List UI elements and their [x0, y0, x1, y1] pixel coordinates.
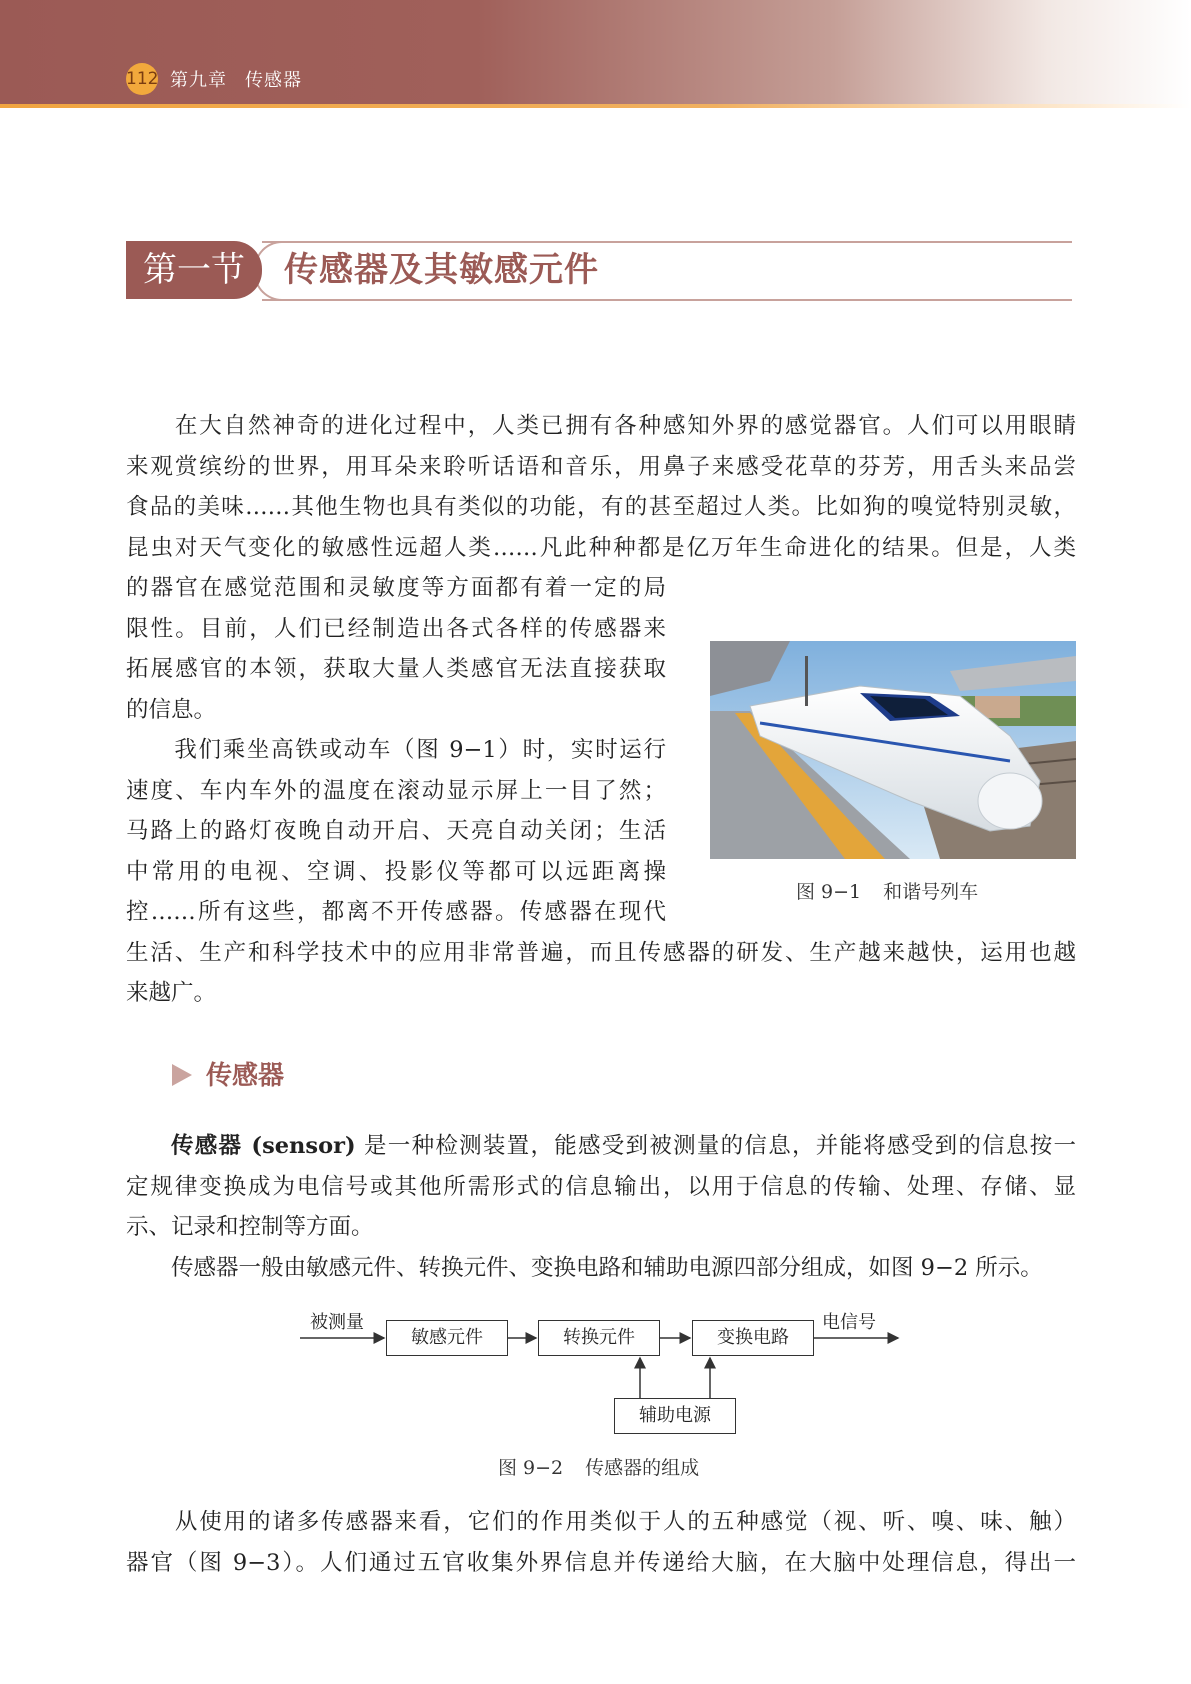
- chapter-label: [170, 66, 302, 92]
- section-tab: 第一节: [126, 241, 262, 299]
- text-line: 拓展感官的本领，获取大量人类感官无法直接获取: [126, 656, 666, 682]
- text-line: 定规律变换成为电信号或其他所需形式的信息输出，以用于信息的传输、处理、存储、显: [126, 1173, 1076, 1200]
- text-line: 来观赏缤纷的世界，用耳朵来聆听话语和音乐，用鼻子来感受花草的芬芳，用舌头来品尝: [126, 453, 1076, 480]
- text-line: 示、记录和控制等方面。: [126, 1214, 374, 1240]
- caption-number: 图 9−1: [796, 881, 862, 903]
- term-sensor: 传感器 (sensor): [171, 1133, 356, 1159]
- text-line: 限性。目前，人们已经制造出各式各样的传感器来: [126, 615, 666, 642]
- text-line: [126, 1126, 1076, 1167]
- chapter-number: 第九章: [170, 70, 227, 91]
- text-line: 中常用的电视、空调、投影仪等都可以远距离操: [126, 858, 666, 885]
- section-title: 传感器及其敏感元件: [284, 250, 599, 290]
- text-line: 控……所有这些，都离不开传感器。传感器在现代: [126, 899, 666, 925]
- text-line: 在大自然神奇的进化过程中，人类已拥有各种感知外界的感觉器官。人们可以用眼睛: [126, 413, 1076, 439]
- transform-circuit-box: 变换电路: [692, 1320, 814, 1356]
- text-line: 昆虫对天气变化的敏感性远超人类……凡此种种都是亿万年生命进化的结果。但是，人类: [126, 534, 1076, 561]
- triangle-bullet-icon: [172, 1064, 192, 1086]
- text-line: 生活、生产和科学技术中的应用非常普遍，而且传感器的研发、生产越来越快，运用也越: [126, 939, 1076, 966]
- senses-paragraph: [126, 1502, 1076, 1583]
- subheading: 传感器: [206, 1061, 285, 1091]
- page-number: 112: [126, 63, 158, 95]
- figure-caption: [796, 877, 978, 904]
- conversion-element-box: 转换元件: [538, 1320, 660, 1356]
- auxiliary-power-box: 辅助电源: [614, 1398, 736, 1434]
- chapter-title: 传感器: [245, 70, 302, 91]
- text-line: 传感器一般由敏感元件、转换元件、变换电路和辅助电源四部分组成，如图 9−2 所示。: [126, 1254, 1043, 1281]
- text-line: 器官（图 9−3）。人们通过五官收集外界信息并传递给大脑，在大脑中处理信息，得出一: [126, 1549, 1076, 1576]
- caption-number: 图 9−2: [498, 1457, 564, 1479]
- header-rule: [0, 104, 1191, 108]
- train-illustration: [710, 641, 1076, 859]
- caption-text: 和谐号列车: [883, 881, 979, 903]
- text-line: 的器官在感觉范围和灵敏度等方面都有着一定的局: [126, 575, 666, 601]
- text-line: 我们乘坐高铁或动车（图 9−1）时，实时运行: [126, 737, 666, 763]
- text-line: 从使用的诸多传感器来看，它们的作用类似于人的五种感觉（视、听、嗅、味、触）: [126, 1509, 1076, 1535]
- text-line: 食品的美味……其他生物也具有类似的功能，有的甚至超过人类。比如狗的嗅觉特别灵敏，: [126, 494, 1076, 520]
- input-label: 被测量: [310, 1312, 364, 1333]
- train-photo: [710, 641, 1076, 859]
- text-line: 来越广。: [126, 980, 217, 1006]
- text-line: 马路上的路灯夜晚自动开启、天亮自动关闭；生活: [126, 818, 666, 844]
- definition-paragraph: [126, 1126, 1076, 1288]
- text-line: 速度、车内车外的温度在滚动显示屏上一目了然；: [126, 777, 666, 804]
- text-line: 的信息。: [126, 696, 217, 723]
- sensing-element-box: 敏感元件: [386, 1320, 508, 1356]
- output-label: 电信号: [822, 1312, 876, 1333]
- sensor-block-diagram: [300, 1312, 910, 1442]
- caption-text: 传感器的组成: [585, 1457, 700, 1479]
- figure-caption: [498, 1453, 699, 1480]
- text-span: 是一种检测装置，能感受到被测量的信息，并能将感受到的信息按一: [355, 1133, 1077, 1159]
